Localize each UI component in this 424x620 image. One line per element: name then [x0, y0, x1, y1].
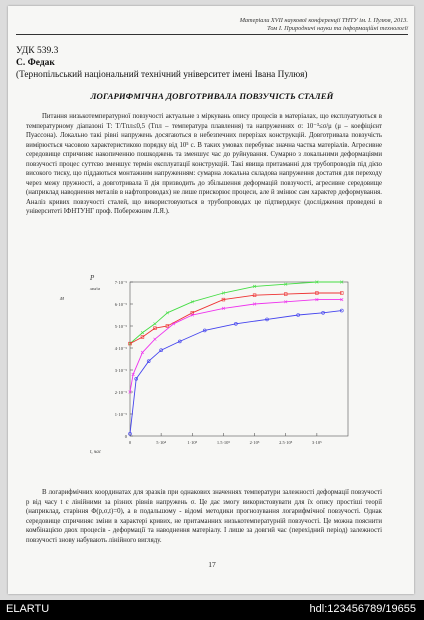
x-axis-label: t, час — [90, 450, 101, 455]
x-tick-label: 2.5·10⁵ — [279, 440, 293, 445]
footer-bar — [0, 600, 424, 620]
y-tick-label: 1·10⁻⁵ — [114, 411, 127, 417]
author-name: С. Федак — [16, 58, 55, 68]
y-tick-label: 6·10⁻⁵ — [114, 301, 127, 307]
udk-code: УДК 539.3 — [16, 46, 59, 56]
x-tick-label: 5·10⁴ — [156, 440, 167, 445]
footer-handle-id[interactable]: hdl:123456789/19655 — [309, 603, 416, 615]
x-tick-label: 2·10⁵ — [249, 440, 260, 445]
x-tick-label: 0 — [128, 440, 132, 445]
x-tick-label: 1.5·10⁵ — [216, 440, 231, 445]
data-point — [154, 322, 157, 325]
running-header-line2: Том І. Природничі науки та інформаційні технології — [267, 25, 408, 32]
page-number: 17 — [208, 560, 216, 569]
author-affiliation: (Тернопільський національний технічний університет імені Івана Пулюя) — [16, 70, 308, 80]
series-line-3 — [130, 300, 342, 392]
y-tick-label: 7·10⁻⁵ — [114, 279, 127, 285]
series-line-1 — [130, 282, 342, 344]
y-axis-extra: м — [60, 296, 64, 302]
y-tick-label: 2·10⁻⁵ — [114, 389, 127, 395]
data-point — [141, 331, 144, 334]
plot-frame — [130, 282, 348, 436]
x-tick-label: 3·10⁵ — [311, 440, 322, 445]
running-header-line1: Матеріали XVII наукової конференції ТНТУ ім. І. Пулюя, 2013. — [239, 17, 408, 24]
y-axis-units: мм/м — [90, 286, 100, 291]
series-line-4 — [130, 311, 342, 434]
y-tick-label: 3·10⁻⁵ — [114, 367, 127, 373]
creep-curves-chart — [30, 270, 370, 460]
header-rule — [16, 34, 408, 35]
paragraph-analysis: В логарифмічних координатах для зразків при однакових значеннях температури залежності деформації повзучості p від часу t є лінійними за різних рівнів напружень σ. Це дає змогу використовувати для їх опису простіші теорії (наприклад, старіння Φ(p,σ,t)=0), а в подальшому - відомі методики прогнозування логарифмічної повзучості. Однак середовище спричиняє зміни в характері кривих, не притаманних низькотемпературній повзучості. Це можна пояснити комбінацією двох процесів - деформації та наводнення матеріалу. І лише за довгий час (перехідний період) залежності повзучості знову набувають лінійного вигляду. — [26, 489, 382, 544]
y-tick-label: 4·10⁻⁵ — [114, 345, 127, 351]
y-tick-label: 5·10⁻⁵ — [114, 323, 127, 329]
footer-repository-name[interactable]: ELARTU — [6, 603, 50, 615]
paper-title: ЛОГАРИФМІЧНА ДОВГОТРИВАЛА ПОВЗУЧІСТЬ СТАЛЕЙ — [90, 91, 334, 101]
paragraph-intro: Питання низькотемпературної повзучості актуальне з міркувань опису процесів в матеріалах, що експлуатуються в температурному діапазоні T: T/Tпл≤0,5 (Tпл – температура плавлення) та напруженнях σ: 10⁻³≤σ/μ (μ – коефіцієнт Пуассона). Локально такі рівні напружень досягаються в небезпечних перерізах конструкцій. Довготривала повзучість вимірюється часовою характеристикою порядку від 10⁵ с. В таких умовах перебуває значна частка матеріалів. Агресивне середовище спричиняє накопиченню пошкоджень та зменшує час до руйнування. Сумарно з локальними деформаціями повзучості процес суттєво зменшує термін експлуатації конструкцій. Такі явища притаманні для трубопроводів під дією високого тиску, що піддаються монтажним напруженням: сумарна локальна складова напруження достатня для переходу через межу пружності, а довготривала її дія призводить до збільшення деформацій повзучості, агресивне середовище (наприклад наводнення металів в нафтопроводах) не лише прискорює процеси, але й змінює сам характер деформування. Аналіз кривих повзучості сталей, що використовуються в трубопроводах це підтверджує (дослідження проведені в університеті ІФНТУНГ проф. Побережним Л.Я.). — [26, 113, 382, 216]
data-point — [154, 338, 157, 341]
y-tick-label: 0 — [124, 433, 127, 439]
x-tick-label: 1·10⁵ — [187, 440, 198, 445]
y-axis-label: P — [90, 274, 95, 282]
